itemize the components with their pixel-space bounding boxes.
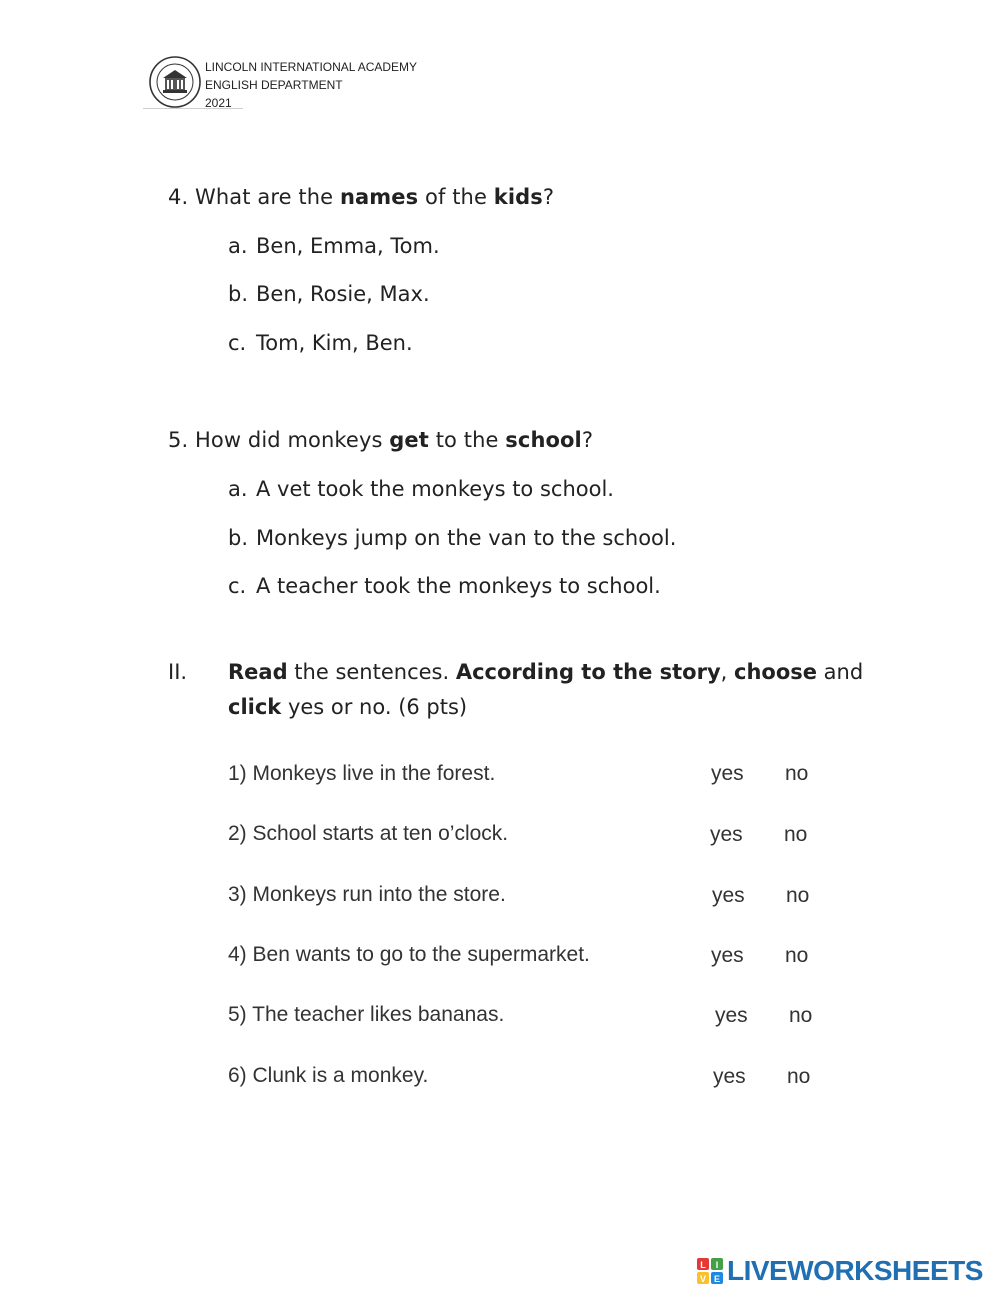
option-letter: b. [228,526,249,550]
academy-seal-logo [149,56,201,108]
section-instructions-line1 [228,655,863,689]
question-keyword: kids [493,185,543,209]
statement-6-yes-option[interactable]: yes [713,1065,746,1088]
instruction-text: the sentences. [287,660,456,684]
statement-6: 6) Clunk is a monkey. [228,1064,429,1087]
statement-5-no-option[interactable]: no [789,1004,813,1027]
option-letter: c. [228,574,247,598]
statement-5: 5) The teacher likes bananas. [228,1003,505,1026]
question-text: of the [418,185,494,209]
instruction-text: and [817,660,864,684]
statement-2: 2) School starts at ten o’clock. [228,822,509,845]
instruction-text: yes or no. (6 pts) [281,695,468,719]
statement-3-yes-option[interactable]: yes [712,884,745,907]
option-text: Tom, Kim, Ben. [256,331,413,355]
statement-4-yes-option[interactable]: yes [711,944,744,967]
year-label: 2021 [205,96,232,110]
option-text: A teacher took the monkeys to school. [256,574,661,598]
instruction-keyword: According to the story [455,660,721,684]
instruction-keyword: choose [734,660,817,684]
option-text: Ben, Rosie, Max. [256,282,430,306]
option-letter: b. [228,282,249,306]
question-4 [168,185,554,209]
icon-letter: I [715,1260,719,1270]
question-text: ? [581,428,594,452]
liveworksheets-icon [697,1258,723,1284]
statement-4-no-option[interactable]: no [785,944,809,967]
option-text: Ben, Emma, Tom. [256,234,440,258]
icon-letter: L [700,1260,706,1270]
option-text: A vet took the monkeys to school. [256,477,614,501]
statement-4: 4) Ben wants to go to the supermarket. [228,943,590,966]
statement-1-no-option[interactable]: no [785,762,809,785]
option-5c[interactable] [228,574,661,598]
instruction-keyword: Read [228,660,288,684]
question-text: ? [542,185,555,209]
option-5a[interactable] [228,477,614,501]
school-name: LINCOLN INTERNATIONAL ACADEMY [205,60,418,74]
question-number: 4. [168,185,189,209]
option-4b[interactable] [228,282,430,306]
statement-1: 1) Monkeys live in the forest. [228,762,496,785]
statement-2-yes-option[interactable]: yes [710,823,743,846]
question-text: How did monkeys [195,428,390,452]
section-numeral: II. [168,660,188,684]
statement-3-no-option[interactable]: no [786,884,810,907]
option-4a[interactable] [228,234,440,258]
option-letter: c. [228,331,247,355]
icon-letter: V [699,1274,707,1284]
question-number: 5. [168,428,189,452]
question-5 [168,428,593,452]
statement-2-no-option[interactable]: no [784,823,808,846]
liveworksheets-logo-text: LIVEWORKSHEETS [727,1255,983,1286]
option-4c[interactable] [228,331,413,355]
statement-3: 3) Monkeys run into the store. [228,883,506,906]
instruction-text: , [720,660,734,684]
statement-5-yes-option[interactable]: yes [715,1004,748,1027]
icon-letter: E [713,1274,721,1284]
question-keyword: get [389,428,429,452]
question-keyword: school [505,428,582,452]
instruction-keyword: click [228,695,282,719]
statement-6-no-option[interactable]: no [787,1065,811,1088]
question-text: to the [428,428,506,452]
statement-1-yes-option[interactable]: yes [711,762,744,785]
option-text: Monkeys jump on the van to the school. [256,526,677,550]
question-text: What are the [195,185,340,209]
option-letter: a. [228,477,248,501]
option-letter: a. [228,234,248,258]
department-name: ENGLISH DEPARTMENT [205,78,343,92]
section-instructions-line2 [228,690,467,724]
option-5b[interactable] [228,526,676,550]
question-keyword: names [339,185,419,209]
